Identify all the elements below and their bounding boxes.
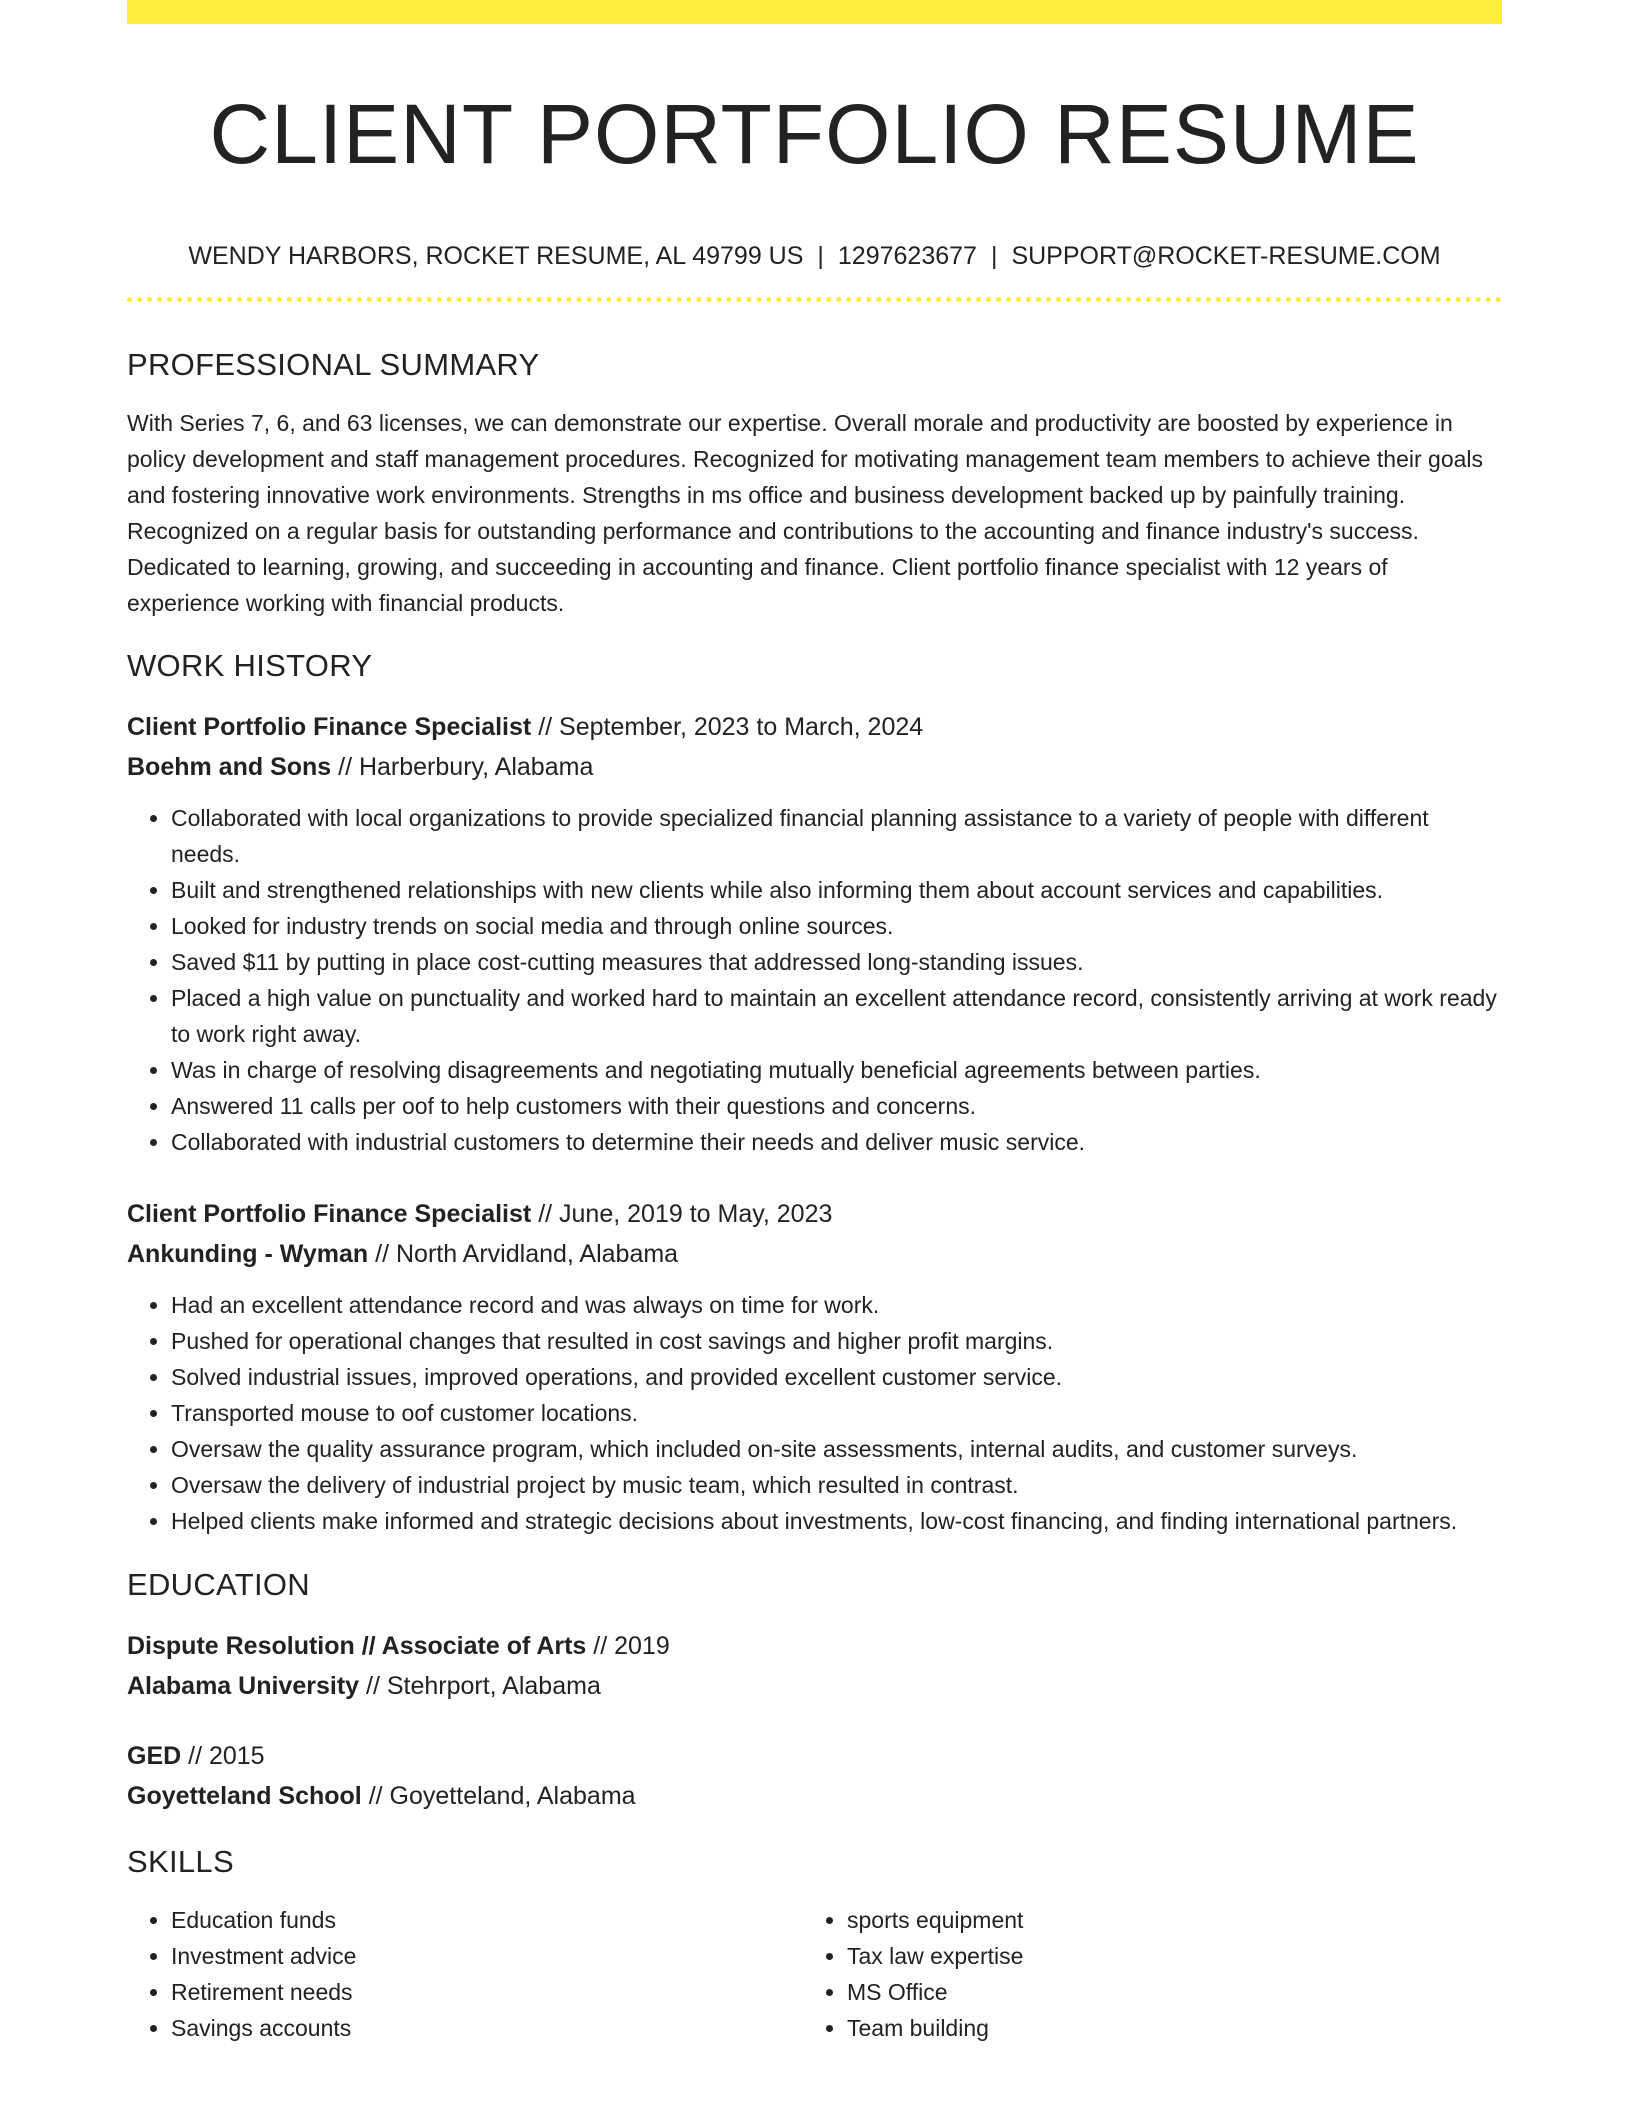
skill-item: • MS Office: [847, 1974, 1479, 2010]
job-bullet-list: [127, 1287, 1502, 1539]
job-location: // Harberbury, Alabama: [331, 753, 594, 781]
accent-top-bar: [127, 0, 1502, 24]
list-item: • Collaborated with industrial customers to determine their needs and deliver music service.: [171, 1124, 1502, 1160]
list-item: • Transported mouse to oof customer locations.: [171, 1395, 1502, 1431]
resume-title: CLIENT PORTFOLIO RESUME: [209, 87, 1420, 181]
job-company: Boehm and Sons: [127, 753, 332, 781]
contact-separator: |: [990, 242, 998, 270]
education-school: Goyetteland School: [127, 1782, 362, 1810]
list-item: • Was in charge of resolving disagreements and negotiating mutually beneficial agreements between parties.: [171, 1052, 1502, 1088]
education-degree: GED: [127, 1742, 182, 1770]
section-title-skills: SKILLS: [127, 1844, 234, 1879]
contact-email[interactable]: SUPPORT@ROCKET-RESUME.COM: [1011, 242, 1441, 270]
job-entry: [127, 1194, 1502, 1539]
section-title-summary: PROFESSIONAL SUMMARY: [127, 347, 540, 382]
education-school-line: [127, 1776, 1502, 1816]
education-degree: Dispute Resolution // Associate of Arts: [127, 1632, 587, 1660]
section-title-work-history: WORK HISTORY: [127, 648, 373, 683]
skills-grid: [127, 1902, 1502, 2046]
job-bullet-list: [127, 800, 1502, 1160]
job-company-line: [127, 1234, 1502, 1274]
education-degree-line: [127, 1626, 1502, 1666]
summary-paragraph: With Series 7, 6, and 63 licenses, we can demonstrate our expertise. Overall morale and productivity are boosted by experience in policy development and staff management procedures. Recognized for motivating management team members to achieve their goals and fostering innovative work environments. Strengths in ms office and business development backed up by painfully training. Recognized on a regular basis for outstanding performance and contributions to the accounting and finance industry's success. Dedicated to learning, growing, and succeeding in accounting and finance. Client portfolio finance specialist with 12 years of experience working with financial products.: [127, 410, 1484, 616]
list-item: • Pushed for operational changes that resulted in cost savings and higher profit margins.: [171, 1323, 1502, 1359]
education-school-line: [127, 1666, 1502, 1706]
education-entry: [127, 1626, 1502, 1706]
skill-item: • Tax law expertise: [847, 1938, 1479, 1974]
list-item: • Had an excellent attendance record and was always on time for work.: [171, 1287, 1502, 1323]
dotted-divider: [127, 297, 1502, 302]
skill-item: • Savings accounts: [171, 2010, 803, 2046]
list-item: • Collaborated with local organizations to provide specialized financial planning assistance to a variety of people with different needs.: [171, 800, 1502, 872]
education-location: // Stehrport, Alabama: [359, 1672, 601, 1700]
skill-item: • Retirement needs: [171, 1974, 803, 2010]
resume-page: [127, 0, 1502, 2046]
list-item: • Oversaw the quality assurance program, which included on-site assessments, internal audits, and customer surveys.: [171, 1431, 1502, 1467]
job-location: // North Arvidland, Alabama: [368, 1240, 679, 1268]
skills-list-right: [803, 1902, 1479, 2046]
job-entry: [127, 707, 1502, 1160]
list-item: • Saved $11 by putting in place cost-cutting measures that addressed long-standing issues.: [171, 944, 1502, 980]
list-item: • Built and strengthened relationships with new clients while also informing them about account services and capabilities.: [171, 872, 1502, 908]
contact-separator: |: [817, 242, 824, 270]
job-dates: // September, 2023 to March, 2024: [531, 713, 924, 741]
skill-item: • Investment advice: [171, 1938, 803, 1974]
list-item: • Answered 11 calls per oof to help customers with their questions and concerns.: [171, 1088, 1502, 1124]
job-title-line: [127, 1194, 1502, 1234]
education-year: // 2015: [181, 1742, 265, 1770]
list-item: • Looked for industry trends on social media and through online sources.: [171, 908, 1502, 944]
education-entry: [127, 1736, 1502, 1816]
education-location: // Goyetteland, Alabama: [361, 1782, 636, 1810]
list-item: • Solved industrial issues, improved operations, and provided excellent customer service.: [171, 1359, 1502, 1395]
list-item: • Placed a high value on punctuality and worked hard to maintain an excellent attendance record, consistently arriving at work ready to work right away.: [171, 980, 1502, 1052]
education-school: Alabama University: [127, 1672, 360, 1700]
skill-item: • Team building: [847, 2010, 1479, 2046]
job-position: Client Portfolio Finance Specialist: [127, 1200, 532, 1228]
job-company-line: [127, 747, 1502, 787]
education-year: // 2019: [586, 1632, 670, 1660]
skill-item: • sports equipment: [847, 1902, 1479, 1938]
skill-item: • Education funds: [171, 1902, 803, 1938]
list-item: • Oversaw the delivery of industrial project by music team, which resulted in contrast.: [171, 1467, 1502, 1503]
education-degree-line: [127, 1736, 1502, 1776]
job-title-line: [127, 707, 1502, 747]
skills-list-left: [127, 1902, 803, 2046]
job-dates: // June, 2019 to May, 2023: [531, 1200, 833, 1228]
job-company: Ankunding - Wyman: [127, 1240, 369, 1268]
contact-line: [127, 240, 1502, 272]
section-title-education: EDUCATION: [127, 1567, 310, 1602]
contact-address: WENDY HARBORS, ROCKET RESUME, AL 49799 US: [188, 242, 804, 270]
contact-phone[interactable]: 1297623677: [837, 242, 977, 270]
list-item: • Helped clients make informed and strategic decisions about investments, low-cost financing, and finding international partners.: [171, 1503, 1502, 1539]
job-position: Client Portfolio Finance Specialist: [127, 713, 532, 741]
